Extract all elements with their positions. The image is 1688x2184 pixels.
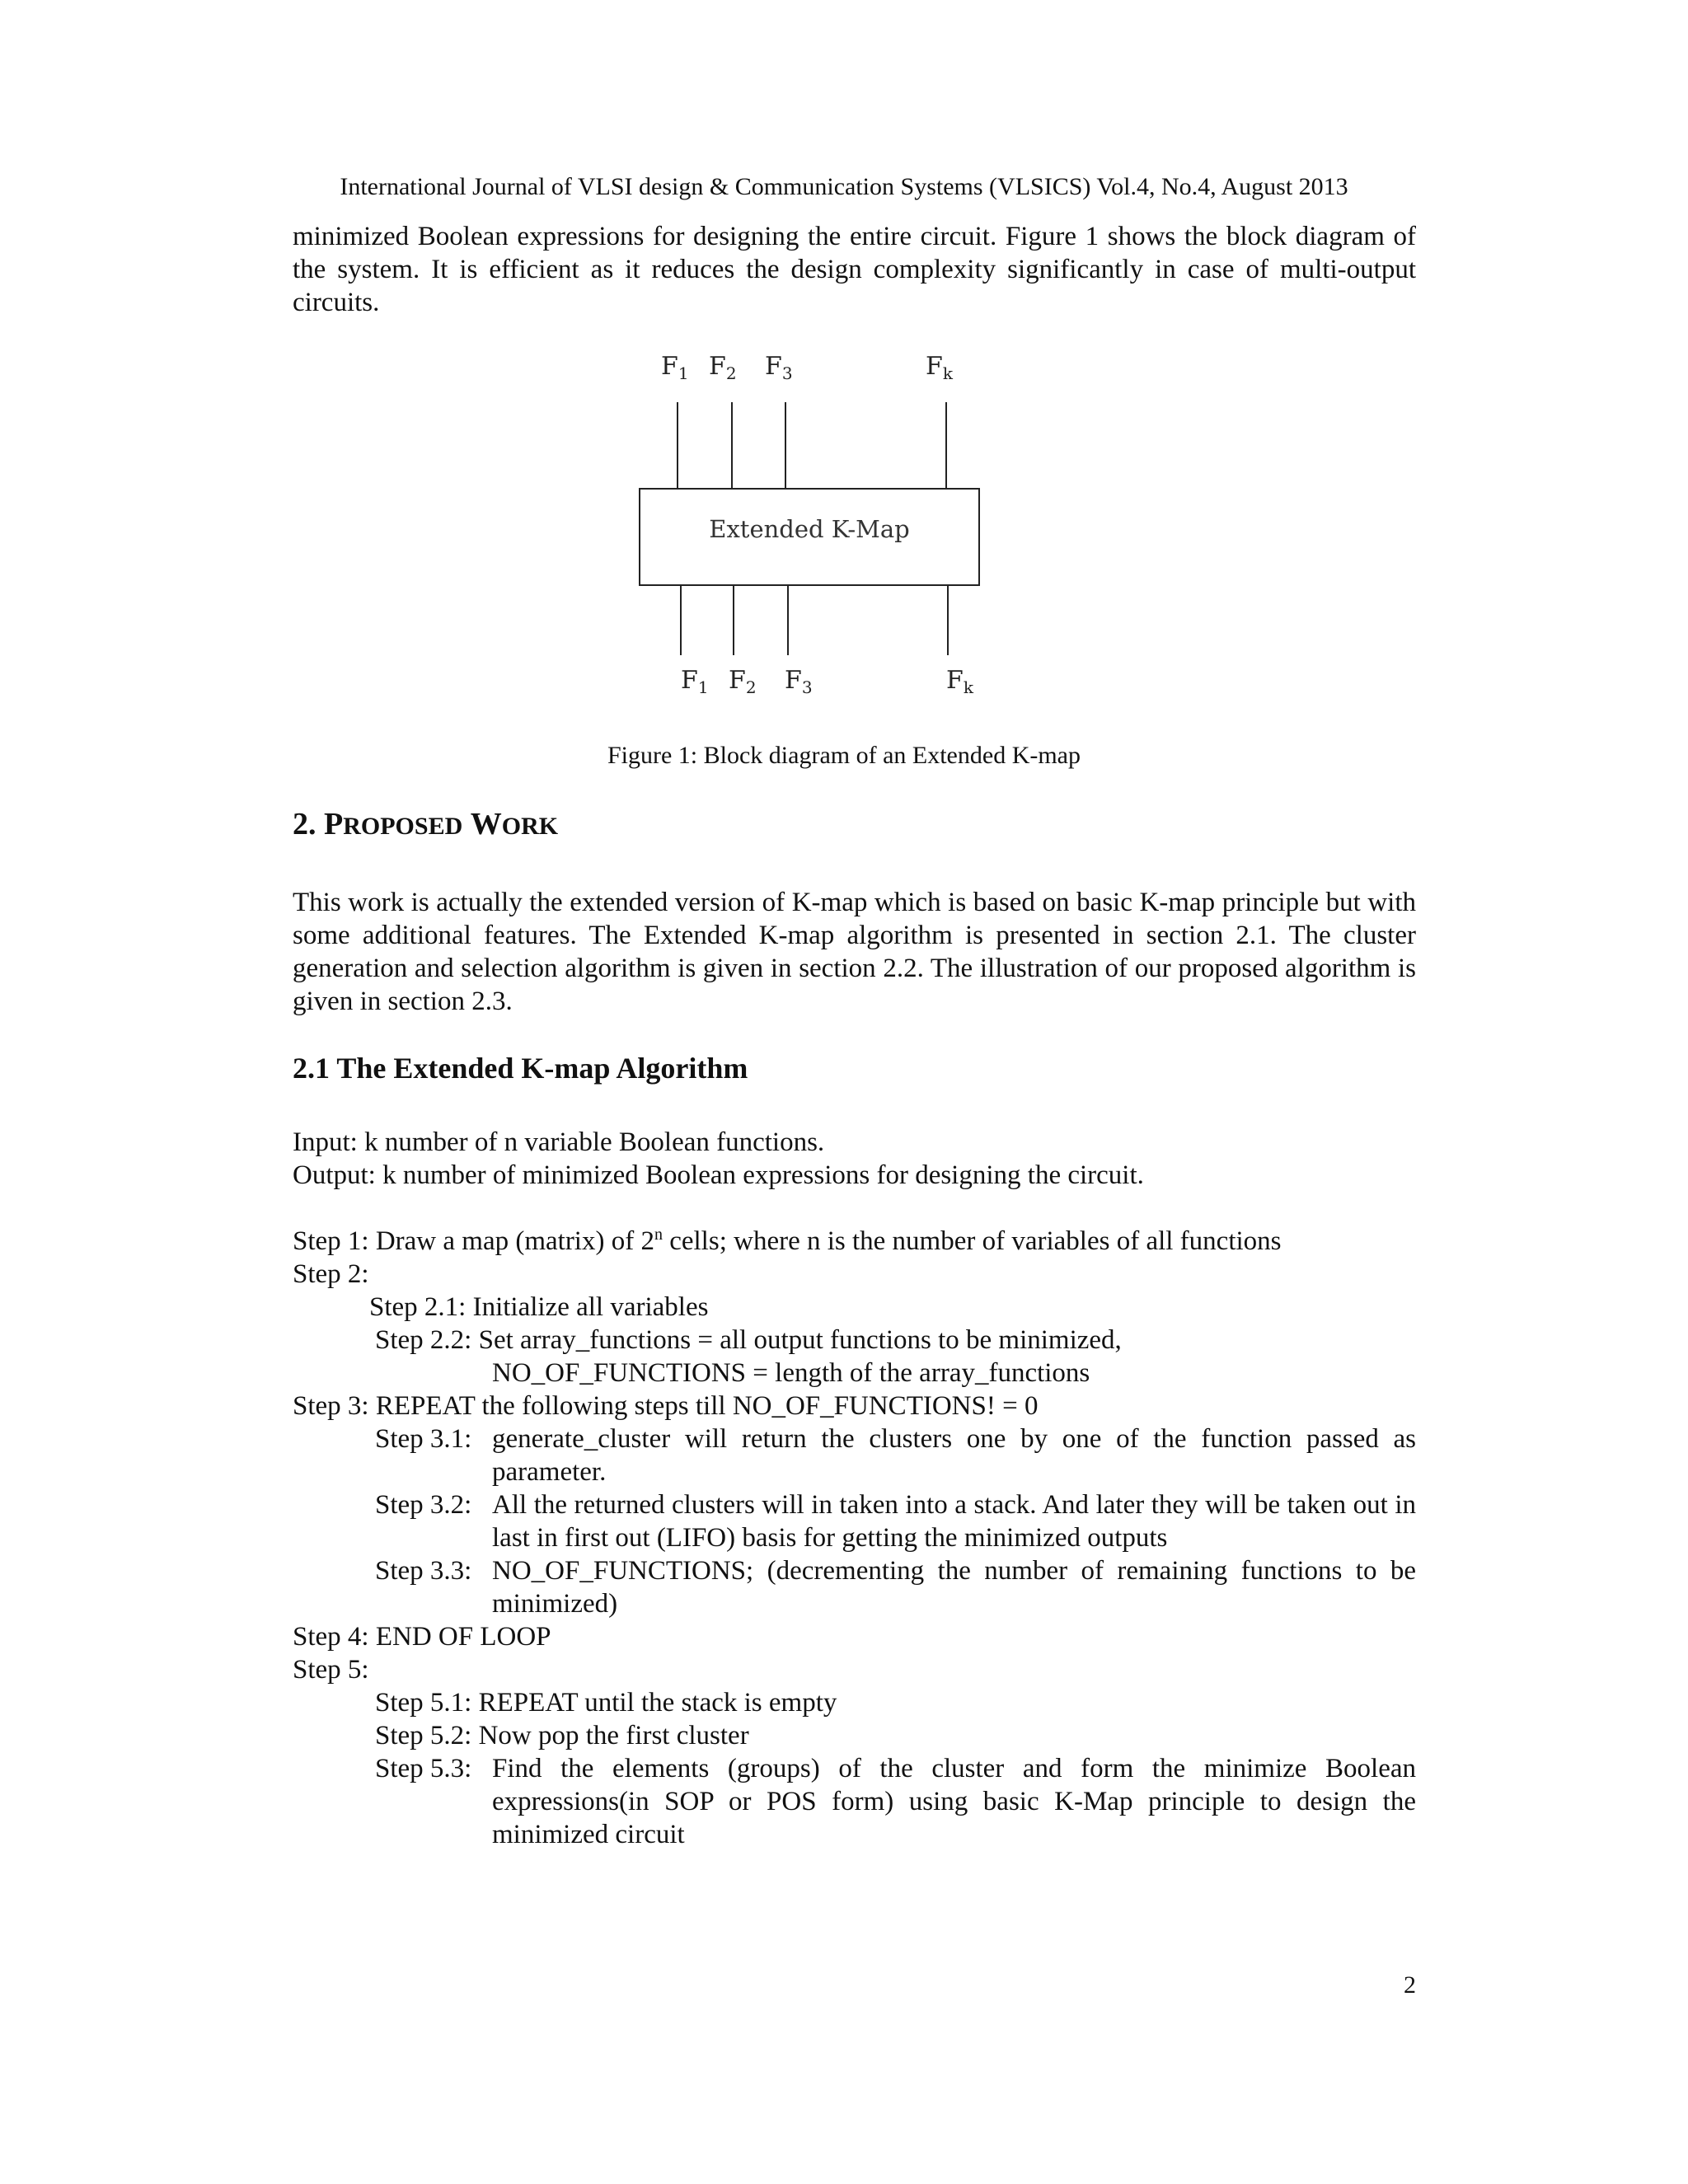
output-label-fk: $F_k$ — [946, 666, 973, 697]
running-header: International Journal of VLSI design & Communication Systems (VLSICS) Vol.4, No.4, August 2013 — [340, 173, 1348, 200]
input-label-f1: $F_1$ — [661, 352, 689, 383]
step-3-2-label: Step 3.2: — [375, 1490, 472, 1520]
step-5: Step 5: — [293, 1655, 369, 1685]
step-1: Step 1: Draw a map (matrix) of 2$^n$ cells; where n is the number of variables of all functions — [293, 1226, 1282, 1256]
output-label-f3: $F_3$ — [785, 666, 813, 697]
input-label-f2: $F_2$ — [709, 352, 737, 383]
section-heading: 2. PROPOSED WORK — [293, 807, 559, 841]
box-label: Extended K-Map — [709, 515, 910, 543]
algorithm-output: Output: k number of minimized Boolean expressions for designing the circuit. — [293, 1160, 1144, 1190]
step-3-1-label: Step 3.1: — [375, 1424, 472, 1454]
step-2-2: Step 2.2: Set array_functions = all output functions to be minimized, — [375, 1325, 1122, 1355]
block-diagram — [626, 346, 1006, 709]
intro-paragraph: minimized Boolean expressions for designing the entire circuit. Figure 1 shows the block diagram of the system. It is efficient as it reduces the design complexity significantly in case of multi-output circuits. — [293, 222, 1416, 317]
step-2: Step 2: — [293, 1259, 369, 1289]
step-5-3-text: Find the elements (groups) of the cluster and form the minimize Boolean expressions(in SOP or POS form) using basic K-Map principle to design the minimized circuit — [492, 1754, 1416, 1849]
step-3-2-text: All the returned clusters will in taken into a stack. And later they will be taken out in last in first out (LIFO) basis for getting the minimized outputs — [492, 1490, 1416, 1553]
subsection-heading: 2.1 The Extended K-map Algorithm — [293, 1052, 748, 1085]
algorithm-input: Input: k number of n variable Boolean functions. — [293, 1127, 825, 1157]
step-3: Step 3: REPEAT the following steps till NO_OF_FUNCTIONS! = 0 — [293, 1391, 1039, 1421]
step-5-2: Step 5.2: Now pop the first cluster — [375, 1721, 749, 1750]
step-2-1: Step 2.1: Initialize all variables — [369, 1292, 709, 1322]
step-5-1: Step 5.1: REPEAT until the stack is empty — [375, 1688, 837, 1718]
page-number: 2 — [1404, 1971, 1416, 1999]
step-3-1-text: generate_cluster will return the clusters one by one of the function passed as parameter. — [492, 1424, 1416, 1487]
step-2-2-cont: NO_OF_FUNCTIONS = length of the array_functions — [492, 1358, 1090, 1388]
input-label-f3: $F_3$ — [765, 352, 793, 383]
figure-caption: Figure 1: Block diagram of an Extended K-map — [607, 742, 1081, 769]
step-5-3-label: Step 5.3: — [375, 1754, 472, 1783]
section-paragraph: This work is actually the extended version of K-map which is based on basic K-map principle but with some additional features. The Extended K-map algorithm is presented in section 2.1. The cluster generation and selection algorithm is given in section 2.2. The illustration of our proposed algorithm is given in section 2.3. — [293, 888, 1416, 1016]
output-label-f2: $F_2$ — [729, 666, 757, 697]
output-label-f1: $F_1$ — [681, 666, 709, 697]
step-3-3-text: NO_OF_FUNCTIONS; (decrementing the number of remaining functions to be minimized) — [492, 1556, 1416, 1619]
step-3-3-label: Step 3.3: — [375, 1556, 472, 1586]
step-4: Step 4: END OF LOOP — [293, 1622, 551, 1652]
input-label-fk: $F_k$ — [926, 352, 953, 383]
